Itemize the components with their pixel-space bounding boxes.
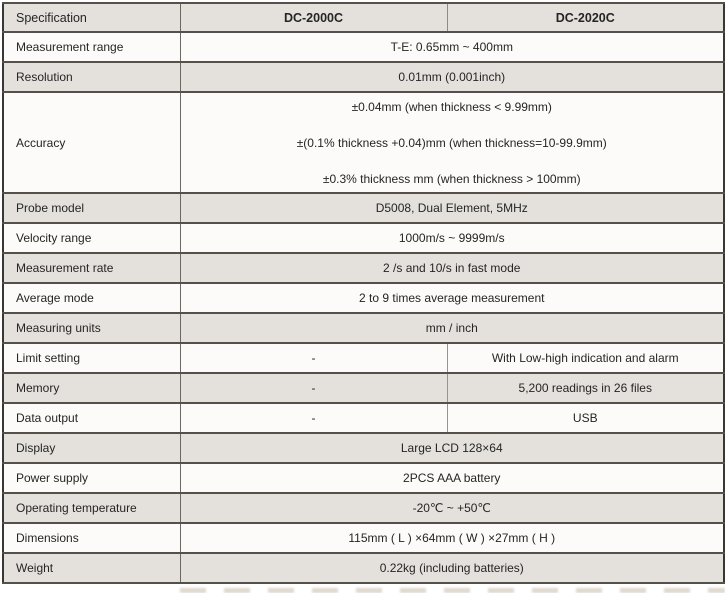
spec-label: Velocity range: [3, 223, 180, 253]
table-row-accuracy: [3, 92, 724, 193]
spec-value: 2 to 9 times average measurement: [180, 283, 724, 313]
table-row: [3, 253, 724, 283]
table-row: [3, 403, 724, 433]
spec-label: Display: [3, 433, 180, 463]
spec-value: 115mm ( L ) ×64mm ( W ) ×27mm ( H ): [180, 523, 724, 553]
accuracy-line-1: ±0.04mm (when thickness < 9.99mm): [351, 99, 552, 114]
spec-value-dc2020c: With Low-high indication and alarm: [447, 343, 724, 373]
table-row: [3, 283, 724, 313]
table-row: [3, 523, 724, 553]
spec-value: -20℃ ~ +50℃: [180, 493, 724, 523]
watermark-smudge: [180, 588, 725, 593]
spec-value: 2PCS AAA battery: [180, 463, 724, 493]
accuracy-line-3: ±0.3% thickness mm (when thickness > 100mm): [322, 171, 581, 186]
spec-table: [2, 2, 725, 584]
table-row: [3, 493, 724, 523]
spec-value: Large LCD 128×64: [180, 433, 724, 463]
spec-label: Average mode: [3, 283, 180, 313]
spec-value-dc2000c: -: [180, 403, 447, 433]
spec-label: Power supply: [3, 463, 180, 493]
spec-value: 2 /s and 10/s in fast mode: [180, 253, 724, 283]
spec-value: mm / inch: [180, 313, 724, 343]
spec-label: Probe model: [3, 193, 180, 223]
spec-value: 0.22kg (including batteries): [180, 553, 724, 583]
spec-label: Measurement rate: [3, 253, 180, 283]
spec-value-dc2020c: 5,200 readings in 26 files: [447, 373, 724, 403]
spec-label: Accuracy: [3, 92, 180, 193]
spec-value: 1000m/s ~ 9999m/s: [180, 223, 724, 253]
table-header-row: [3, 3, 724, 32]
spec-value: D5008, Dual Element, 5MHz: [180, 193, 724, 223]
spec-label: Dimensions: [3, 523, 180, 553]
spec-label: Resolution: [3, 62, 180, 92]
spec-value-dc2000c: -: [180, 343, 447, 373]
spec-value-dc2020c: USB: [447, 403, 724, 433]
table-row: [3, 193, 724, 223]
spec-value: T-E: 0.65mm ~ 400mm: [180, 32, 724, 62]
spec-label: Data output: [3, 403, 180, 433]
column-header-dc2020c: DC-2020C: [447, 3, 724, 32]
spec-label: Measurement range: [3, 32, 180, 62]
spec-label: Operating temperature: [3, 493, 180, 523]
table-row: [3, 32, 724, 62]
spec-label: Memory: [3, 373, 180, 403]
table-row: [3, 343, 724, 373]
table-row: [3, 463, 724, 493]
table-row: [3, 62, 724, 92]
spec-label: Weight: [3, 553, 180, 583]
spec-value-accuracy: [180, 92, 724, 193]
column-header-dc2000c: DC-2000C: [180, 3, 447, 32]
column-header-specification: Specification: [3, 3, 180, 32]
table-row: [3, 373, 724, 403]
table-row: [3, 223, 724, 253]
accuracy-line-2: ±(0.1% thickness +0.04)mm (when thickness=10-99.9mm): [296, 135, 607, 150]
spec-value-dc2000c: -: [180, 373, 447, 403]
table-row: [3, 553, 724, 583]
spec-label: Limit setting: [3, 343, 180, 373]
spec-value: 0.01mm (0.001inch): [180, 62, 724, 92]
table-row: [3, 313, 724, 343]
table-row: [3, 433, 724, 463]
spec-label: Measuring units: [3, 313, 180, 343]
